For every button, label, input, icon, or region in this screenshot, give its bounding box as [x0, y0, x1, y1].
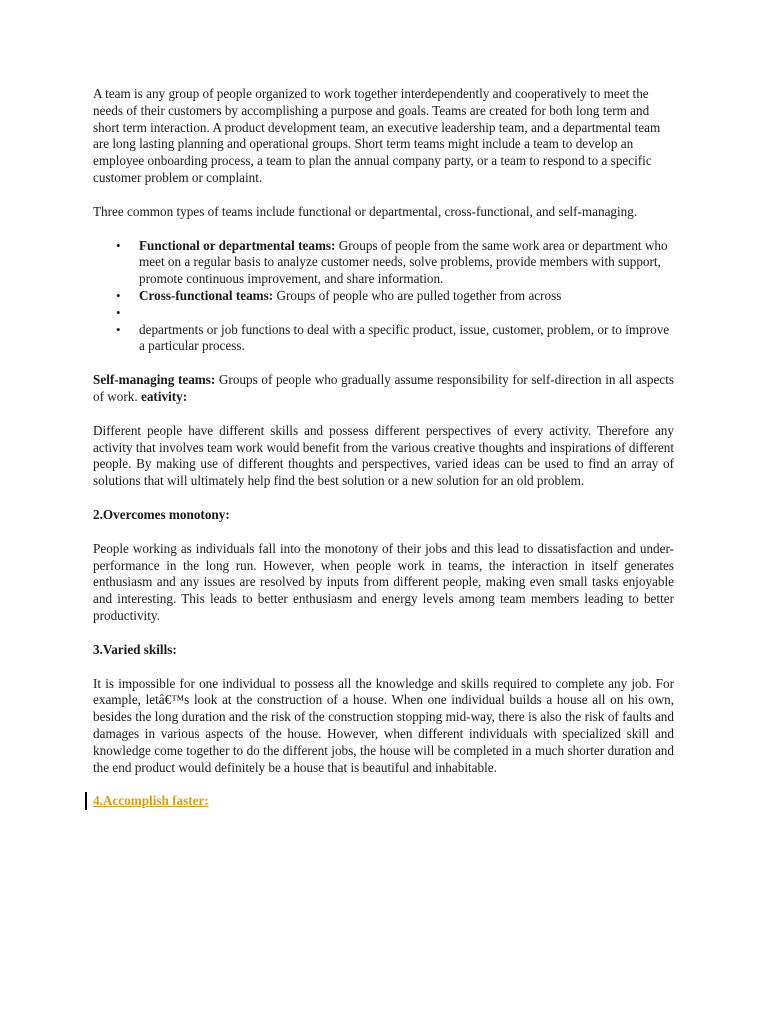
list-item	[139, 288, 674, 305]
creativity-fragment: eativity:	[140, 388, 188, 404]
list-item	[139, 238, 674, 288]
section-heading-monotony: 2.Overcomes monotony:	[93, 506, 230, 522]
bullet-term: Cross-functional teams:	[139, 287, 274, 303]
bullet-text: Groups of people from the same work area or department who meet on a regular basis to analyze customer needs, solve problems, provide members with support, promote continuous improvement, and share information.	[139, 237, 668, 287]
varied-skills-paragraph: It is impossible for one individual to possess all the knowledge and skills required to complete any job. For example, letâ€™s look at the construction of a house. When one individual builds a house all on his own, besides the long duration and the risk of the construction stopping mid-way, there is also the risk of faults and damages in various aspects of the house. However, when different individuals with specialized skill and knowledge come together to do the different jobs, the house will be completed in a much shorter duration and the end product would definitely be a house that is beautiful and inhabitable.	[93, 675, 674, 775]
intro-paragraph: A team is any group of people organized to work together interdependently and cooperatively to meet the needs of their customers by accomplishing a purpose and goals. Teams are created for both long term and short term interaction. A product development team, an executive leadership team, and a departmental team are long lasting planning and operational groups. Short term teams might include a team to develop an employee onboarding process, a team to plan the annual company party, or a team to respond to a specific customer problem or complaint.	[93, 86, 661, 185]
bullet-text: departments or job functions to deal with a specific product, issue, customer, problem, or to improve a particular process.	[139, 321, 670, 354]
self-managing-text: Groups of people who gradually assume responsibility for self-direction in all aspects of work.	[93, 372, 674, 404]
monotony-paragraph: People working as individuals fall into the monotony of their jobs and this lead to dissatisfaction and under-performance in the long run. However, when people work in teams, the interaction in itself generates enthusiasm and any issues are resolved by inputs from different people, making even small tasks enjoyable and interesting. This leads to better enthusiasm and energy levels among team members leading to better productivity.	[93, 540, 674, 623]
bullet-term: Functional or departmental teams:	[139, 237, 336, 253]
accomplish-faster-label: 4.Accomplish faster:	[93, 793, 209, 809]
list-item	[139, 322, 674, 356]
self-managing-term: Self-managing teams:	[93, 372, 216, 388]
text-cursor	[85, 792, 87, 810]
team-types-paragraph: Three common types of teams include functional or departmental, cross-functional, and self-managing.	[93, 203, 638, 219]
section-heading-accomplish-faster[interactable]	[93, 793, 674, 810]
bullet-text: Groups of people who are pulled together from across	[273, 287, 562, 303]
team-types-list	[93, 238, 674, 356]
section-heading-varied-skills: 3.Varied skills:	[93, 641, 177, 657]
list-item	[139, 305, 674, 322]
self-managing-paragraph	[93, 372, 674, 406]
creativity-paragraph: Different people have different skills and possess different perspectives of every activity. Therefore any activity that involves team work would benefit from the various creative thoughts and inspirations of different people. By making use of different thoughts and perspectives, varied ideas can be used to find an array of solutions that will ultimately help find the best solution or a new solution for an old problem.	[93, 422, 674, 489]
